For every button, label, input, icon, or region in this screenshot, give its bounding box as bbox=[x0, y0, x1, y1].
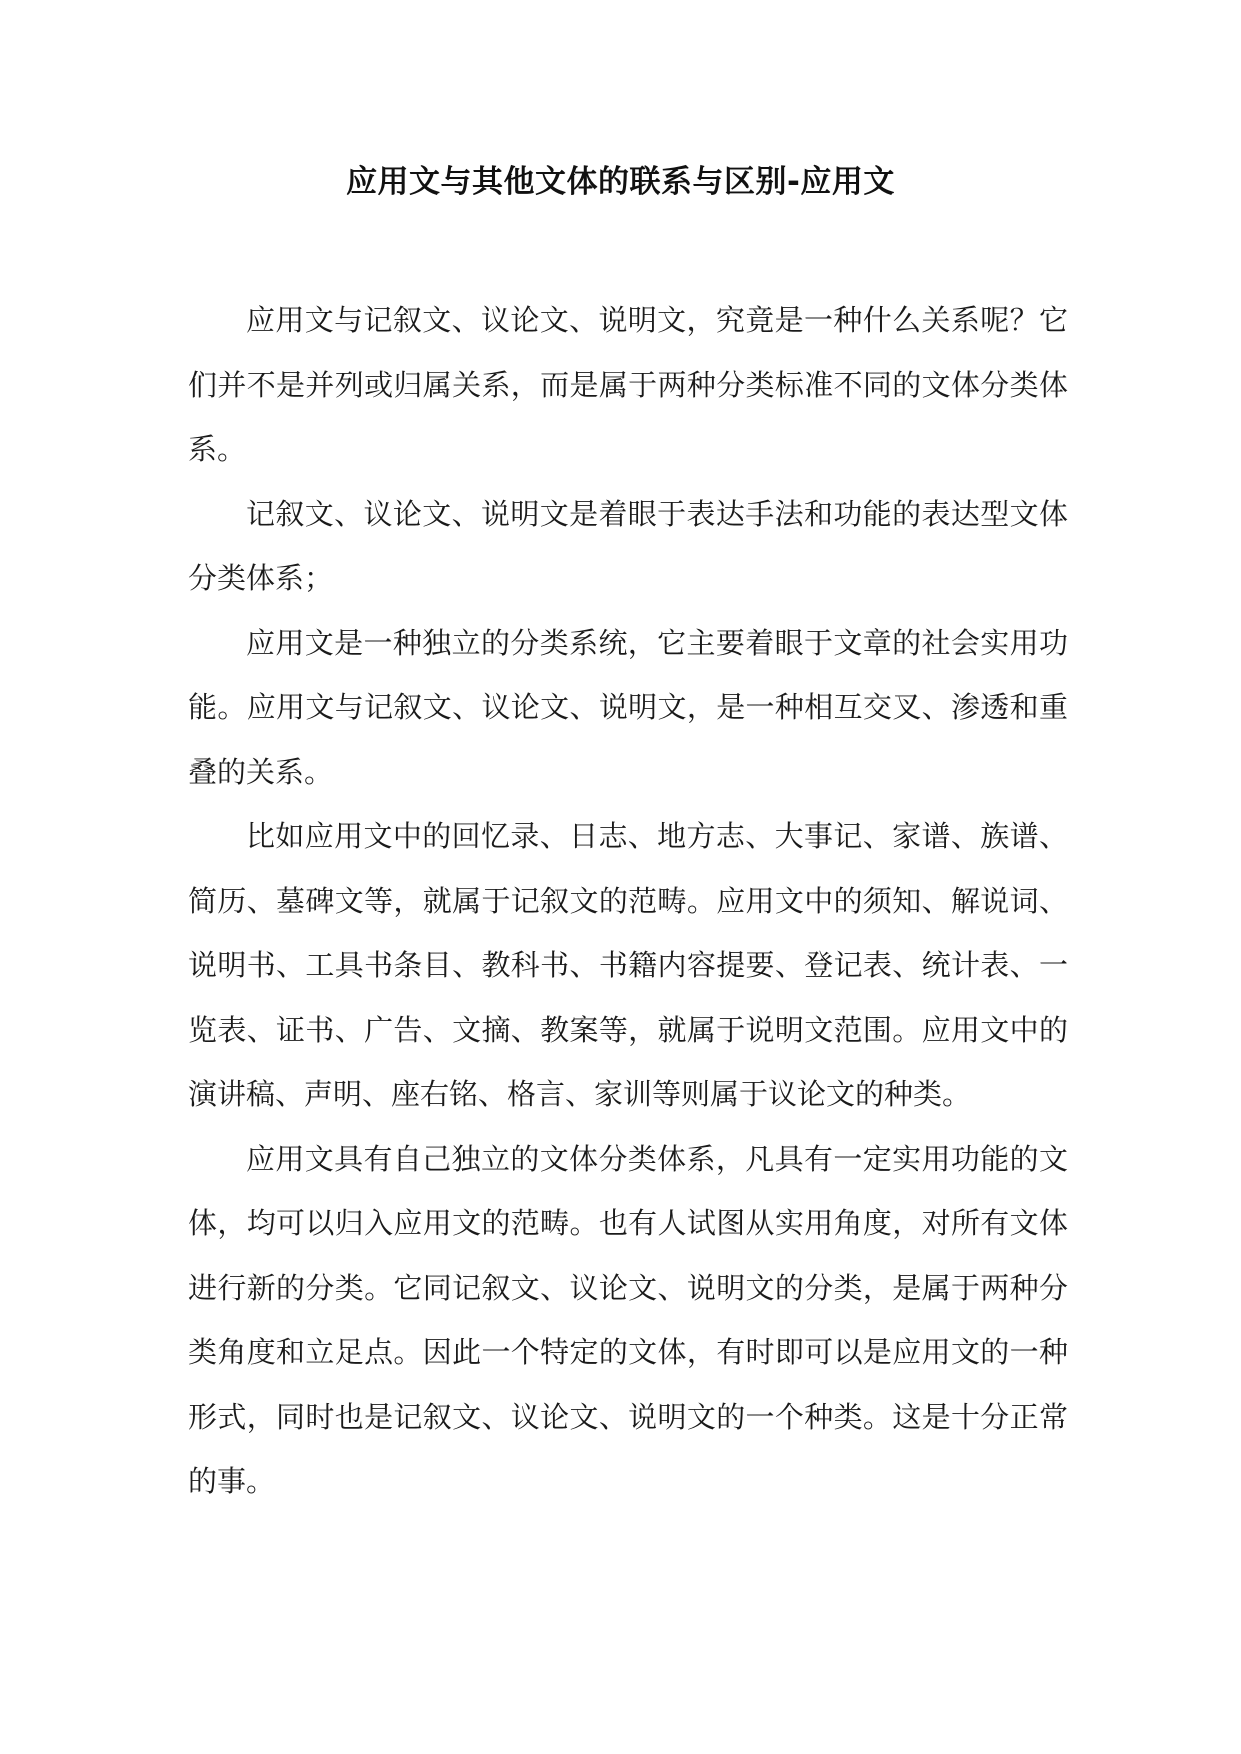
paragraph-1: 应用文与记叙文、议论文、说明文，究竟是一种什么关系呢？它们并不是并列或归属关系，而是属于两种分类标准不同的文体分类体系。 bbox=[188, 303, 1068, 466]
paragraph-5: 应用文具有自己独立的文体分类体系，凡具有一定实用功能的文体，均可以归入应用文的范畴。也有人试图从实用角度，对所有文体进行新的分类。它同记叙文、议论文、说明文的分类，是属于两种分类角度和立足点。因此一个特定的文体，有时即可以是应用文的一种形式，同时也是记叙文、议论文、说明文的一个种类。这是十分正常的事。 bbox=[188, 1141, 1068, 1498]
document-body bbox=[188, 288, 1068, 1514]
paragraph-3: 应用文是一种独立的分类系统，它主要着眼于文章的社会实用功能。应用文与记叙文、议论文、说明文，是一种相互交叉、渗透和重叠的关系。 bbox=[188, 625, 1068, 789]
document-title: 应用文与其他文体的联系与区别-应用文 bbox=[346, 164, 895, 200]
paragraph-4: 比如应用文中的回忆录、日志、地方志、大事记、家谱、族谱、简历、墓碑文等，就属于记叙文的范畴。应用文中的须知、解说词、说明书、工具书条目、教科书、书籍内容提要、登记表、统计表、一览表、证书、广告、文摘、教案等，就属于说明文范围。应用文中的演讲稿、声明、座右铭、格言、家训等则属于议论文的种类。 bbox=[188, 819, 1068, 1111]
paragraph-2: 记叙文、议论文、说明文是着眼于表达手法和功能的表达型文体分类体系； bbox=[188, 496, 1068, 595]
